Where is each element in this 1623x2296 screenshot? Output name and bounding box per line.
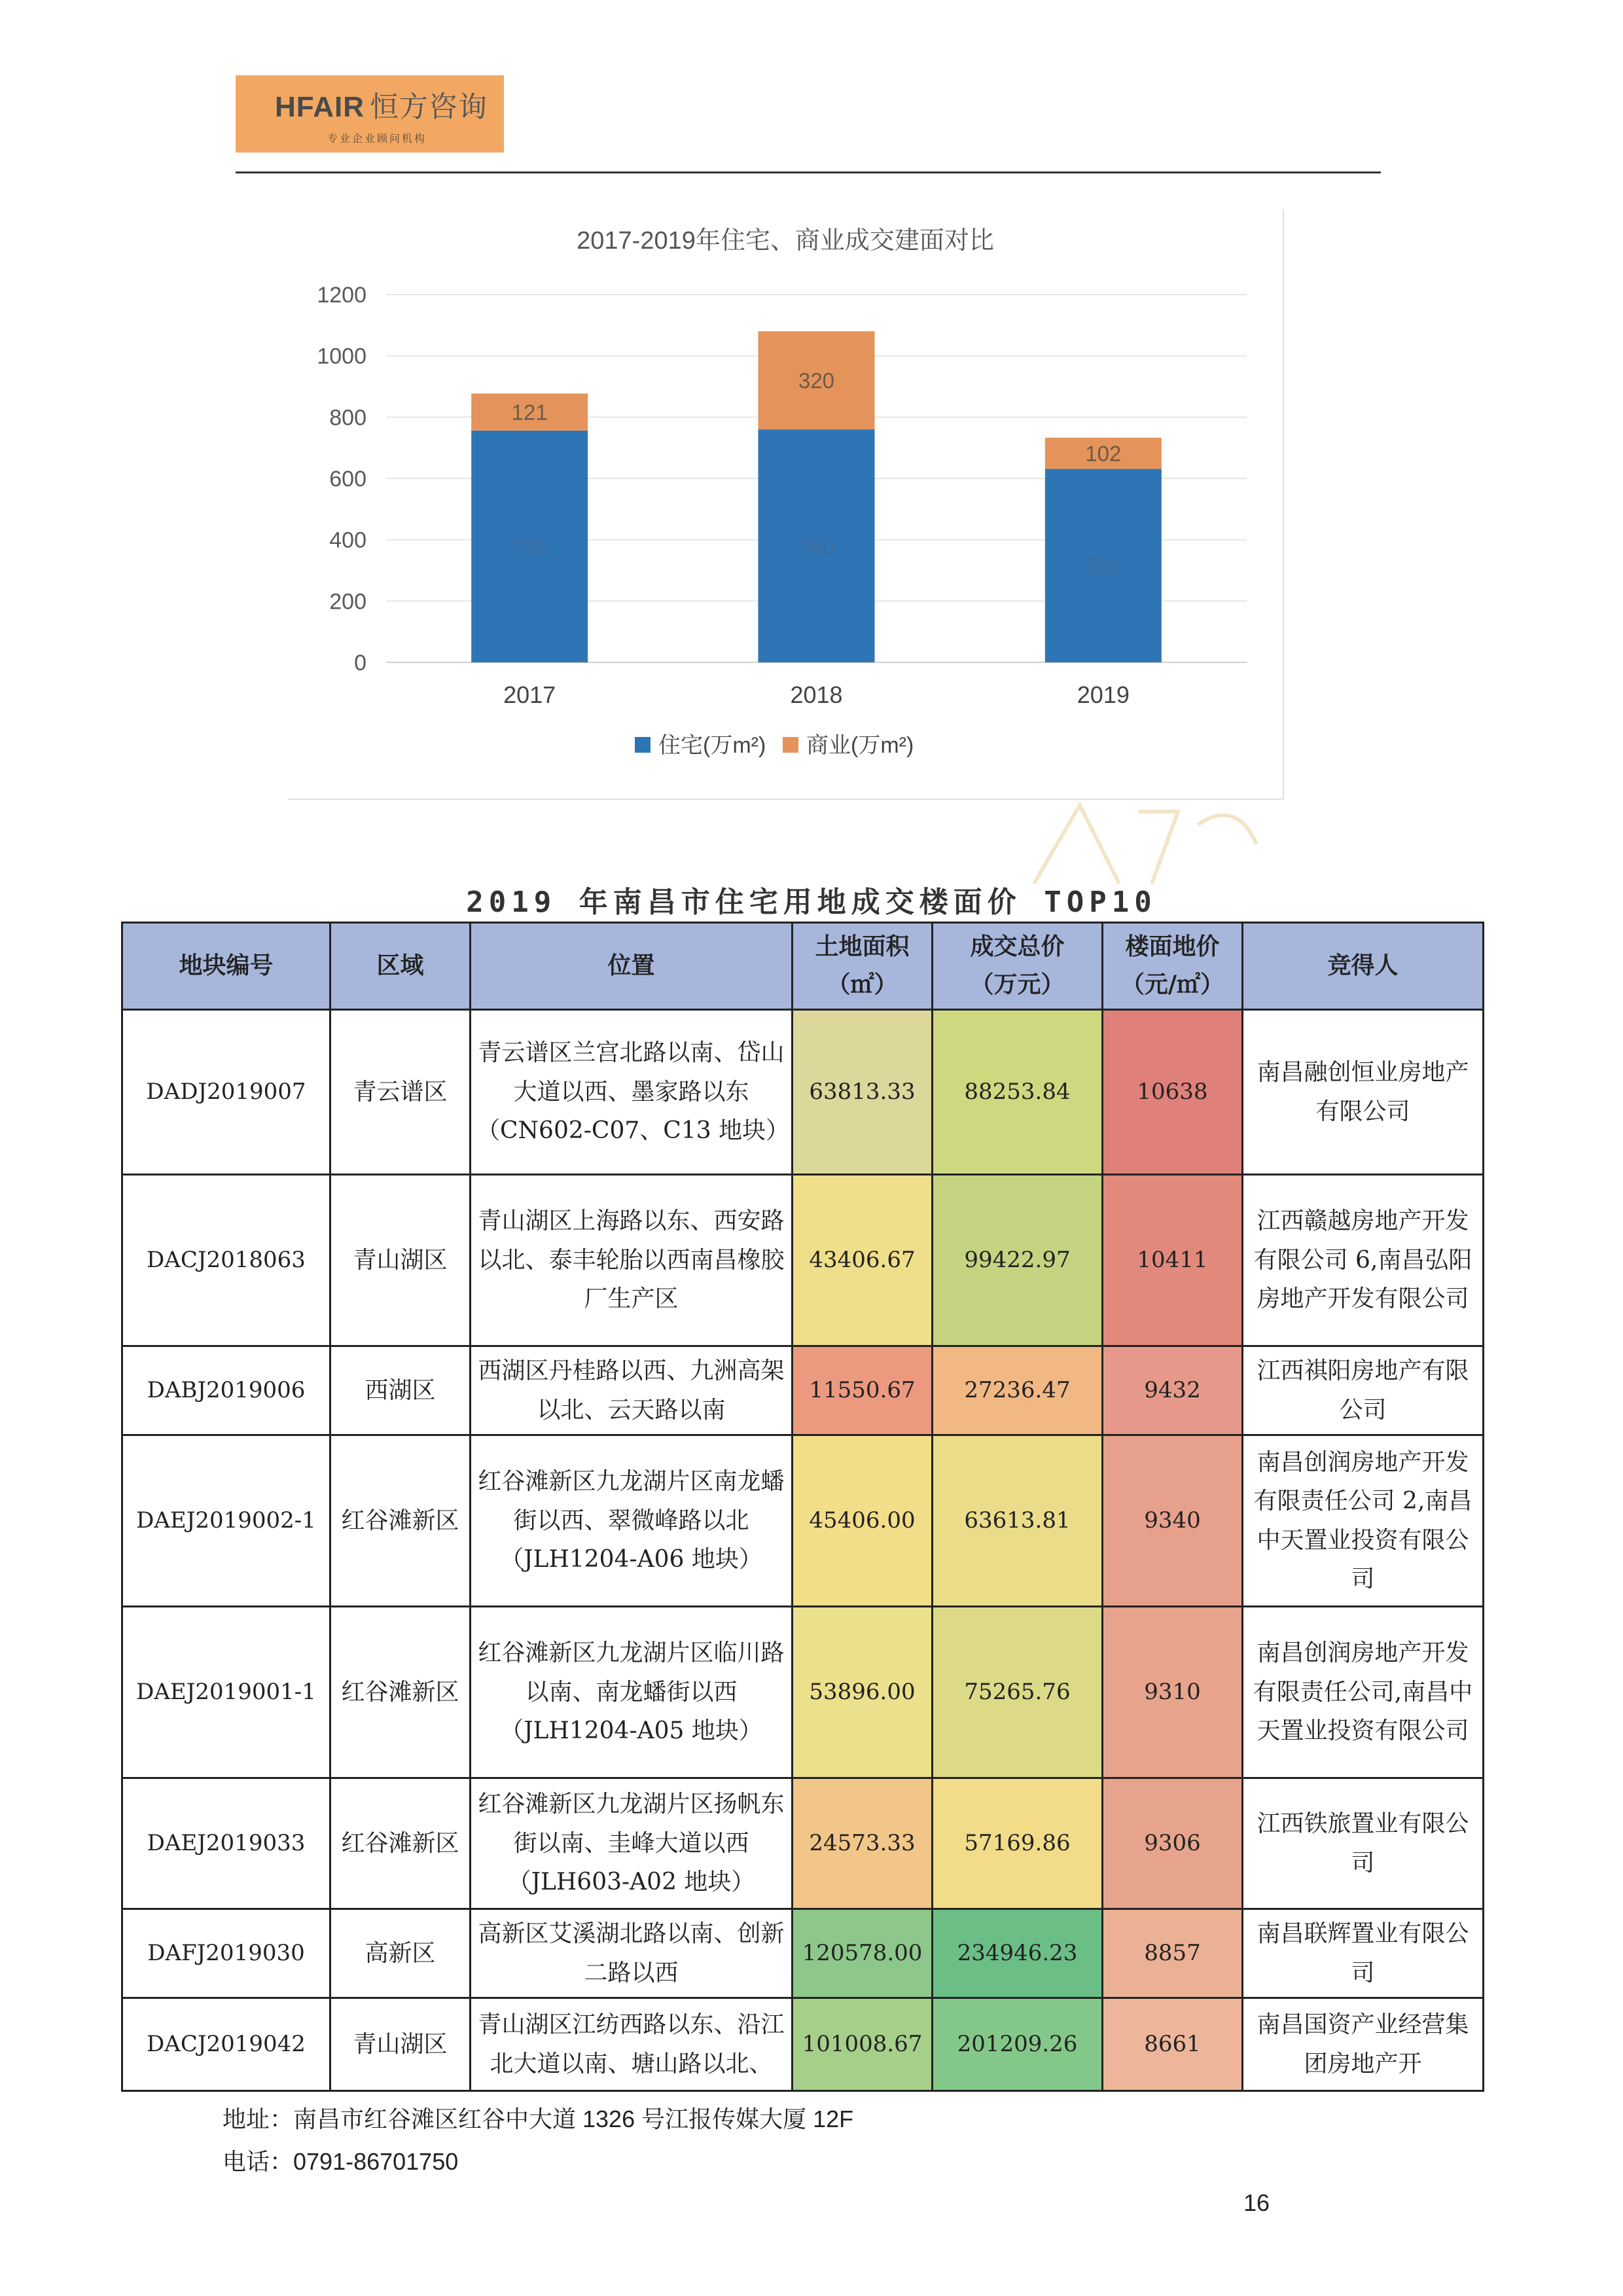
- header-label: 成交总价: [970, 933, 1065, 961]
- header-label: 土地面积: [815, 933, 910, 961]
- land-area-cell: 53896.00: [793, 1607, 933, 1778]
- header-divider: [236, 171, 1381, 173]
- district-cell: 青山湖区: [330, 1998, 471, 2091]
- data-label: 121: [511, 400, 548, 425]
- district-cell: 西湖区: [330, 1346, 471, 1435]
- winner-cell: 南昌融创恒业房地产有限公司: [1243, 1010, 1484, 1175]
- header-cell: [793, 923, 933, 1010]
- land-area-cell: 24573.33: [793, 1778, 933, 1909]
- y-tick-label: 1000: [317, 344, 366, 369]
- x-tick-label: 2017: [503, 681, 556, 708]
- floor-price-cell: 10411: [1103, 1175, 1243, 1346]
- plot-code-cell: DABJ2019006: [122, 1346, 330, 1435]
- header-unit: （元/㎡）: [1120, 971, 1224, 998]
- winner-cell: 江西赣越房地产开发有限公司 6,南昌弘阳房地产开发有限公司: [1243, 1175, 1484, 1346]
- legend-label: 商业(万m²): [806, 733, 914, 758]
- land-price-table: [121, 922, 1482, 2092]
- logo-brand-cn: 恒方咨询: [370, 90, 488, 123]
- plot-code-cell: DAFJ2019030: [122, 1909, 330, 1998]
- district-cell: 红谷滩新区: [330, 1607, 471, 1778]
- location-cell: 红谷滩新区九龙湖片区扬帆东街以南、圭峰大道以西（JLH603-A02 地块）: [471, 1778, 793, 1909]
- total-price-cell: 63613.81: [933, 1435, 1103, 1607]
- y-tick-label: 200: [329, 589, 366, 615]
- winner-cell: 南昌国资产业经营集团房地产开: [1243, 1998, 1484, 2091]
- data-label: 631: [1085, 554, 1122, 579]
- district-cell: 红谷滩新区: [330, 1435, 471, 1607]
- table-title: 2019 年南昌市住宅用地成交楼面价 TOP10: [466, 886, 1157, 919]
- location-cell: 青云谱区兰宫北路以南、岱山大道以西、墨家路以东（CN602-C07、C13 地块）: [471, 1010, 793, 1175]
- header-unit: （万元）: [970, 971, 1065, 998]
- legend-swatch: [783, 737, 798, 753]
- table-row: [122, 1010, 1484, 1175]
- floor-price-cell: 8661: [1103, 1998, 1243, 2091]
- table-row: [122, 1435, 1484, 1607]
- land-area-cell: 43406.67: [793, 1175, 933, 1346]
- winner-cell: 南昌创润房地产开发有限责任公司 2,南昌中天置业投资有限公司: [1243, 1435, 1484, 1607]
- table-row: [122, 1346, 1484, 1435]
- location-cell: 青山湖区江纺西路以东、沿江北大道以南、塘山路以北、: [471, 1998, 793, 2091]
- chart-title: 2017-2019年住宅、商业成交建面对比: [577, 227, 994, 255]
- location-cell: 红谷滩新区九龙湖片区南龙蟠街以西、翠微峰路以北（JLH1204-A06 地块）: [471, 1435, 793, 1607]
- plot-code-cell: DAEJ2019002-1: [122, 1435, 330, 1607]
- district-cell: 红谷滩新区: [330, 1778, 471, 1909]
- total-price-cell: 99422.97: [933, 1175, 1103, 1346]
- district-cell: 青云谱区: [330, 1010, 471, 1175]
- winner-cell: 江西祺阳房地产有限公司: [1243, 1346, 1484, 1435]
- winner-cell: 南昌创润房地产开发有限责任公司,南昌中天置业投资有限公司: [1243, 1607, 1484, 1778]
- total-price-cell: 201209.26: [933, 1998, 1103, 2091]
- table-row: [122, 1778, 1484, 1909]
- floor-price-cell: 9306: [1103, 1778, 1243, 1909]
- header-label: 地块编号: [179, 952, 274, 980]
- legend-swatch: [635, 737, 651, 753]
- floor-price-cell: 10638: [1103, 1010, 1243, 1175]
- x-tick-label: 2018: [790, 681, 843, 708]
- plot-code-cell: DACJ2019042: [122, 1998, 330, 2091]
- data-label: 102: [1085, 441, 1122, 466]
- plot-code-cell: DAEJ2019001-1: [122, 1607, 330, 1778]
- floor-price-cell: 9432: [1103, 1346, 1243, 1435]
- total-price-cell: 27236.47: [933, 1346, 1103, 1435]
- floor-price-cell: 9310: [1103, 1607, 1243, 1778]
- header-cell: [471, 923, 793, 1010]
- location-cell: 青山湖区上海路以东、西安路以北、泰丰轮胎以西南昌橡胶厂生产区: [471, 1175, 793, 1346]
- land-area-cell: 101008.67: [793, 1998, 933, 2091]
- floor-price-cell: 9340: [1103, 1435, 1243, 1607]
- page-number: 16: [1243, 2189, 1270, 2216]
- table-row: [122, 1998, 1484, 2091]
- y-tick-label: 1200: [317, 283, 366, 308]
- y-tick-label: 800: [329, 405, 366, 431]
- table-body: [122, 1010, 1484, 2091]
- land-area-cell: 120578.00: [793, 1909, 933, 1998]
- location-cell: 红谷滩新区九龙湖片区临川路以南、南龙蟠街以西（JLH1204-A05 地块）: [471, 1607, 793, 1778]
- land-area-cell: 45406.00: [793, 1435, 933, 1607]
- location-cell: 西湖区丹桂路以西、九洲高架以北、云天路以南: [471, 1346, 793, 1435]
- total-price-cell: 57169.86: [933, 1778, 1103, 1909]
- header-cell: [1103, 923, 1243, 1010]
- header-cell: [933, 923, 1103, 1010]
- data-label: 320: [798, 368, 835, 393]
- total-price-cell: 88253.84: [933, 1010, 1103, 1175]
- company-logo: [236, 75, 504, 152]
- table-header-row: [122, 923, 1484, 1010]
- y-tick-label: 600: [329, 467, 366, 492]
- header-label: 楼面地价: [1125, 933, 1220, 961]
- x-tick-label: 2019: [1077, 681, 1130, 708]
- logo-tagline: 专业企业顾问机构: [327, 133, 427, 145]
- data-label: 760: [798, 534, 835, 559]
- winner-cell: 南昌联辉置业有限公司: [1243, 1909, 1484, 1998]
- header-label: 竞得人: [1327, 952, 1399, 980]
- winner-cell: 江西铁旅置业有限公司: [1243, 1778, 1484, 1909]
- table-row: [122, 1909, 1484, 1998]
- header-label: 区域: [376, 952, 424, 980]
- logo-brand: HFAIR: [275, 90, 365, 123]
- land-area-cell: 11550.67: [793, 1346, 933, 1435]
- header-label: 位置: [607, 952, 655, 980]
- header-cell: [122, 923, 330, 1010]
- data-label: 756: [511, 534, 548, 559]
- location-cell: 高新区艾溪湖北路以南、创新二路以西: [471, 1909, 793, 1998]
- plot-code-cell: DAEJ2019033: [122, 1778, 330, 1909]
- total-price-cell: 234946.23: [933, 1909, 1103, 1998]
- legend-label: 住宅(万m²): [658, 733, 766, 758]
- chart-canvas: [288, 209, 1283, 798]
- total-price-cell: 75265.76: [933, 1607, 1103, 1778]
- district-cell: 高新区: [330, 1909, 471, 1998]
- y-tick-label: 0: [354, 651, 366, 675]
- table-row: [122, 1175, 1484, 1346]
- floor-price-cell: 8857: [1103, 1909, 1243, 1998]
- footer-phone: 电话：0791-86701750: [223, 2148, 459, 2175]
- table-row: [122, 1607, 1484, 1778]
- footer-address: 地址：南昌市红谷滩区红谷中大道 1326 号江报传媒大厦 12F: [223, 2106, 854, 2132]
- header-unit: （㎡）: [827, 971, 898, 998]
- plot-code-cell: DADJ2019007: [122, 1010, 330, 1175]
- district-cell: 青山湖区: [330, 1175, 471, 1346]
- plot-code-cell: DACJ2018063: [122, 1175, 330, 1346]
- header-cell: [1243, 923, 1484, 1010]
- stacked-bar-chart: [288, 209, 1284, 800]
- logo-text: [275, 83, 504, 125]
- land-area-cell: 63813.33: [793, 1010, 933, 1175]
- header-cell: [330, 923, 471, 1010]
- y-tick-label: 400: [329, 528, 366, 553]
